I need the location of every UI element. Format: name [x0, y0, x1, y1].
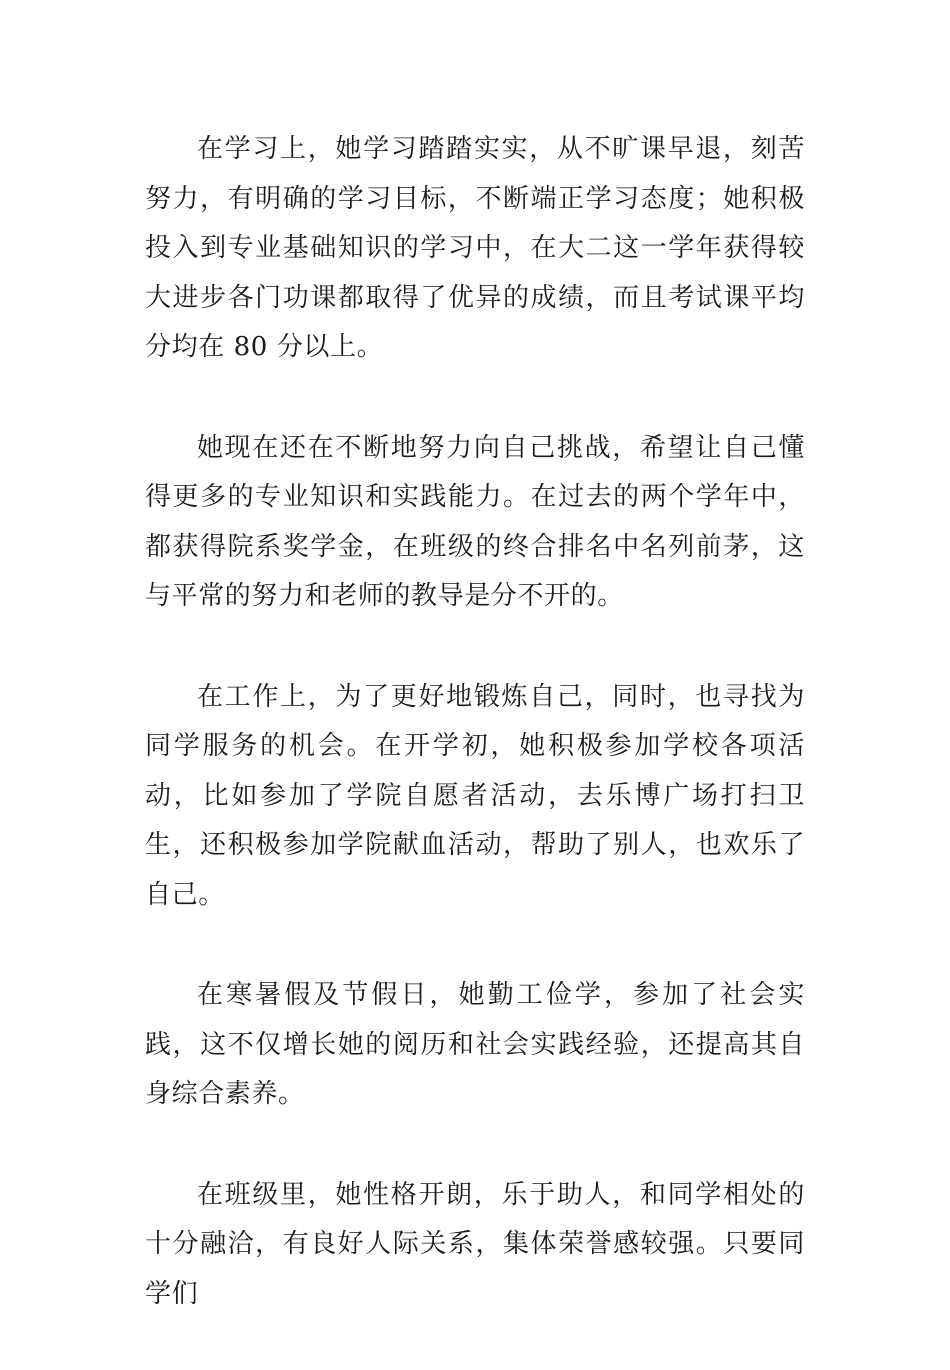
- paragraph-work: 在工作上，为了更好地锻炼自己，同时，也寻找为同学服务的机会。在开学初，她积极参加学校各项活动，比如参加了学院自愿者活动，去乐博广场打扫卫生，还积极参加学院献血活动，帮助了别人，也欢乐了自己。: [145, 681, 805, 910]
- paragraph-challenge: 她现在还在不断地努力向自己挑战，希望让自己懂得更多的专业知识和实践能力。在过去的两个学年中，都获得院系奖学金，在班级的终合排名中名列前茅，这与平常的努力和老师的教导是分不开的。: [145, 432, 805, 611]
- document-body: [145, 125, 805, 1370]
- paragraph-holiday: 在寒暑假及节假日，她勤工俭学，参加了社会实践，这不仅增长她的阅历和社会实践经验，还提高其自身综合素养。: [145, 980, 805, 1109]
- paragraph-class: 在班级里，她性格开朗，乐于助人，和同学相处的十分融洽，有良好人际关系，集体荣誉感较强。只要同学们: [145, 1179, 805, 1309]
- paragraph-study: 在学习上，她学习踏踏实实，从不旷课早退，刻苦努力，有明确的学习目标，不断端正学习态度；她积极投入到专业基础知识的学习中，在大二这一学年获得较大进步各门功课都取得了优异的成绩，而且考试课平均分均在 80 分以上。: [145, 134, 805, 362]
